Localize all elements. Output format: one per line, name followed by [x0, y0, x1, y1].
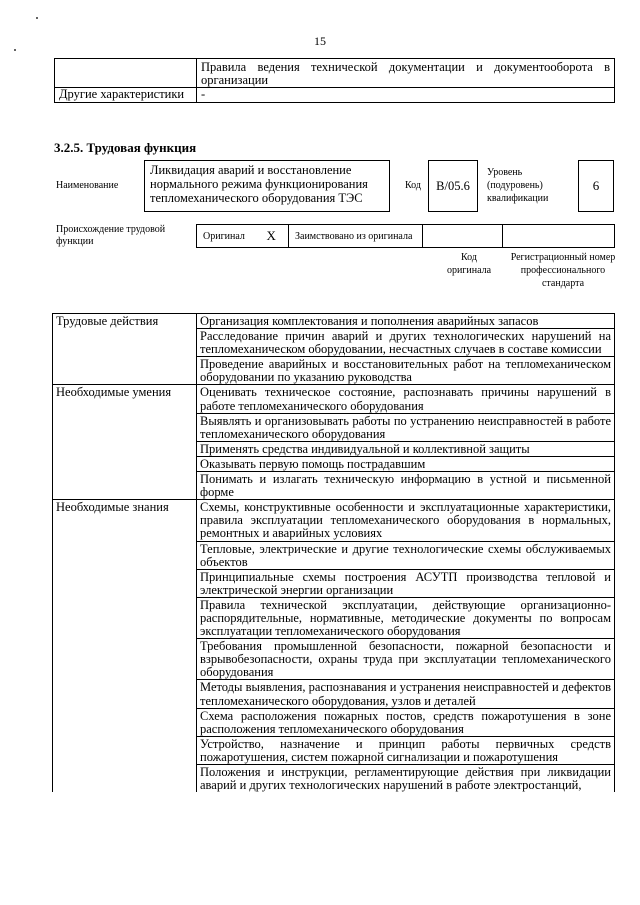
table-row: [55, 59, 615, 88]
scan-dot: [14, 49, 16, 51]
list-item: Проведение аварийных и восстановительных работ на тепломеханическом оборудовании по указанию руководства: [197, 357, 615, 385]
list-item: Тепловые, электрические и другие технологические схемы обслуживаемых объектов: [197, 541, 615, 569]
table-row: [53, 357, 615, 385]
qualification-level-label: Уровень (подуровень) квалификации: [487, 167, 549, 204]
table-row: [53, 569, 615, 597]
table-row: [53, 680, 615, 708]
labor-function-table: [52, 313, 615, 792]
table-row: [53, 441, 615, 456]
table-row: [53, 597, 615, 638]
origin-table: [196, 224, 615, 248]
original-mark: X: [255, 225, 289, 248]
original-code-cell: [423, 225, 503, 248]
table-row: [53, 708, 615, 736]
list-item: Выявлять и организовывать работы по устранению неисправностей в работе тепломеханического оборудования: [197, 413, 615, 441]
list-item: Расследование причин аварий и других технологических нарушений на тепломеханическом оборудовании, несчастных случаев в составе комиссии: [197, 329, 615, 357]
table-cell-label: [55, 59, 197, 88]
list-item: Правила технической эксплуатации, действующие организационно-распорядительные, нормативные, методические документы по вопросам эксплуатации тепломеханического оборудования: [197, 597, 615, 638]
list-item: Принципиальные схемы построения АСУТП производства тепловой и электрической энергии организации: [197, 569, 615, 597]
code-caption: Код оригинала: [446, 252, 492, 276]
table-row: [53, 736, 615, 764]
top-characteristics-table: [54, 58, 615, 103]
list-item: Методы выявления, распознавания и устранения неисправностей и дефектов тепломеханического оборудования, узлов и деталей: [197, 680, 615, 708]
list-item: Требования промышленной безопасности, пожарной безопасности и взрывобезопасности, охраны труда при эксплуатации тепломеханического оборудования: [197, 639, 615, 680]
list-item: Оказывать первую помощь пострадавшим: [197, 456, 615, 471]
table-row: [53, 765, 615, 793]
list-item: Применять средства индивидуальной и коллективной защиты: [197, 441, 615, 456]
list-item: Схема расположения пожарных постов, средств пожаротушения в зоне расположения тепломеханического оборудования: [197, 708, 615, 736]
table-cell-value: Правила ведения технической документации и документооборота в организации: [197, 59, 615, 88]
table-row: [53, 472, 615, 500]
original-label: Оригинал: [197, 225, 255, 248]
table-row: [53, 314, 615, 329]
list-item: Организация комплектования и пополнения аварийных запасов: [197, 314, 615, 329]
scan-dot: [36, 17, 38, 19]
table-cell-label: Другие характеристики: [55, 88, 197, 103]
table-row: [53, 639, 615, 680]
table-row: [197, 225, 615, 248]
page-number: 15: [314, 34, 326, 48]
table-row: [55, 88, 615, 103]
table-cell-value: -: [197, 88, 615, 103]
list-item: Положения и инструкции, регламентирующие действия при ликвидации аварий и других технологических нарушений в работе электростанций,: [197, 765, 615, 793]
table-row: [53, 413, 615, 441]
required-knowledge-label: Необходимые знания: [53, 500, 197, 541]
list-item: Понимать и излагать техническую информацию в устной и письменной форме: [197, 472, 615, 500]
registration-caption: Регистрационный номер профессионального стандарта: [510, 252, 616, 289]
table-row: [53, 500, 615, 541]
section-heading: 3.2.5. Трудовая функция: [54, 140, 197, 155]
list-item: Схемы, конструктивные особенности и эксплуатационные характеристики, правила эксплуатации тепломеханического оборудования в нормальных, ремонтных и аварийных условиях: [197, 500, 615, 541]
list-item: Оценивать техническое состояние, распознавать причины нарушений в работе тепломеханического оборудования: [197, 385, 615, 413]
required-skills-label: Необходимые умения: [53, 385, 197, 413]
table-row: [53, 385, 615, 413]
table-row: [53, 541, 615, 569]
table-row: [53, 329, 615, 357]
origin-label: Происхождение трудовой функции: [56, 224, 166, 247]
qualification-level-value: 6: [578, 160, 614, 212]
name-label: Наименование: [56, 180, 119, 191]
borrowed-label: Заимствовано из оригинала: [289, 225, 423, 248]
labor-actions-label: Трудовые действия: [53, 314, 197, 329]
function-name-value: Ликвидация аварий и восстановление нормального режима функционирования тепломеханического оборудования ТЭС: [144, 160, 390, 212]
table-row: [53, 456, 615, 471]
code-label: Код: [405, 180, 421, 191]
function-code-value: B/05.6: [428, 160, 478, 212]
registration-number-cell: [503, 225, 615, 248]
list-item: Устройство, назначение и принцип работы первичных средств пожаротушения, систем пожарной сигнализации и пожаротушения: [197, 736, 615, 764]
